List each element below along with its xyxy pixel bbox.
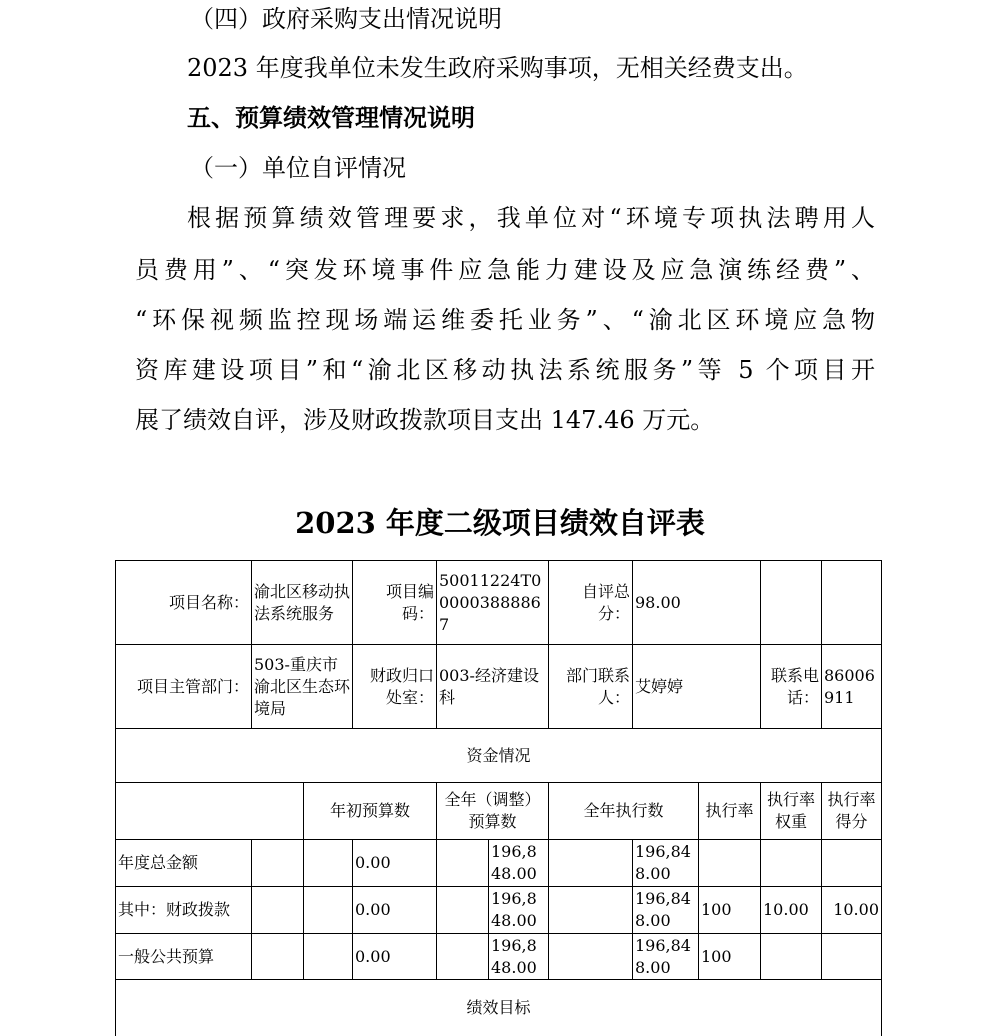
adjusted-budget-value: 196,848.00 — [491, 842, 537, 883]
col-executed: 全年执行数 — [583, 801, 664, 820]
col-rate-weight: 执行率权重 — [766, 790, 815, 831]
score-value: 98.00 — [635, 592, 681, 612]
dept-label: 项目主管部门： — [136, 676, 249, 696]
paragraph-line: 展了绩效自评，涉及财政拨款项目支出 147.46 万元。 — [135, 406, 715, 434]
procurement-statement: 2023 年度我单位未发生政府采购事项，无相关经费支出。 — [187, 54, 808, 82]
project-name-value: 渝北区移动执法系统服务 — [254, 581, 351, 623]
col-initial-budget: 年初预算数 — [329, 801, 410, 820]
project-name-label: 项目名称： — [168, 592, 249, 612]
execution-rate-value: 100 — [701, 946, 732, 966]
phone-label: 联系电话： — [770, 665, 819, 707]
rate-weight-value: 10.00 — [763, 900, 809, 919]
col-adjusted-budget: 全年（调整）预算数 — [444, 790, 541, 831]
table-title: 2023 年度二级项目绩效自评表 — [295, 506, 705, 540]
project-code-label: 项目编码： — [385, 581, 434, 623]
executed-value: 196,848.00 — [635, 842, 691, 883]
paragraph-line: “环保视频监控现场端运维委托业务”、“渝北区环境应急物 — [135, 306, 875, 334]
dept-value: 503-重庆市渝北区生态环境局 — [254, 654, 351, 718]
contact-label: 部门联系人： — [565, 665, 630, 707]
col-execution-rate: 执行率 — [705, 801, 754, 820]
executed-value: 196,848.00 — [635, 935, 691, 977]
performance-evaluation-table — [115, 560, 882, 1036]
execution-rate-value: 100 — [701, 900, 732, 919]
section-heading-procurement: （四）政府采购支出情况说明 — [190, 5, 502, 33]
paragraph-line: 员费用”、“突发环境事件应急能力建设及应急演练经费”、 — [135, 256, 875, 284]
finance-office-label: 财政归口处室： — [369, 665, 434, 707]
row-label: 其中：财政拨款 — [118, 900, 231, 919]
initial-budget-value: 0.00 — [355, 900, 391, 919]
executed-value: 196,848.00 — [635, 889, 691, 930]
initial-budget-value: 0.00 — [355, 853, 391, 872]
contact-value: 艾婷婷 — [635, 676, 684, 696]
rate-score-value: 10.00 — [833, 900, 879, 919]
funds-section-header: 资金情况 — [466, 745, 531, 765]
phone-value: 86006911 — [824, 665, 875, 707]
rate-score-value — [822, 840, 881, 886]
paragraph-line: 根据预算绩效管理要求，我单位对“环境专项执法聘用人 — [187, 204, 875, 232]
score-label: 自评总分： — [581, 581, 630, 623]
adjusted-budget-value: 196,848.00 — [491, 935, 537, 977]
paragraph-line: 资库建设项目”和“渝北区移动执法系统服务”等 5 个项目开 — [135, 356, 875, 384]
finance-office-value: 003-经济建设科 — [439, 665, 539, 707]
performance-goals-header: 绩效目标 — [466, 998, 531, 1017]
subsection-heading-self-evaluation: （一）单位自评情况 — [190, 154, 406, 182]
initial-budget-value: 0.00 — [355, 946, 391, 966]
section-heading-performance: 五、预算绩效管理情况说明 — [187, 103, 475, 132]
execution-rate-value — [699, 840, 760, 886]
table-border — [251, 839, 252, 979]
project-code-value: 50011224T000003888867 — [439, 570, 542, 634]
rate-weight-value — [761, 934, 821, 979]
col-rate-score: 执行率得分 — [827, 790, 876, 831]
rate-score-value — [822, 934, 881, 979]
rate-weight-value — [761, 840, 821, 886]
adjusted-budget-value: 196,848.00 — [491, 889, 537, 930]
row-label: 年度总金额 — [118, 853, 199, 872]
table-border — [881, 560, 882, 1036]
row-label: 一般公共预算 — [118, 946, 215, 966]
